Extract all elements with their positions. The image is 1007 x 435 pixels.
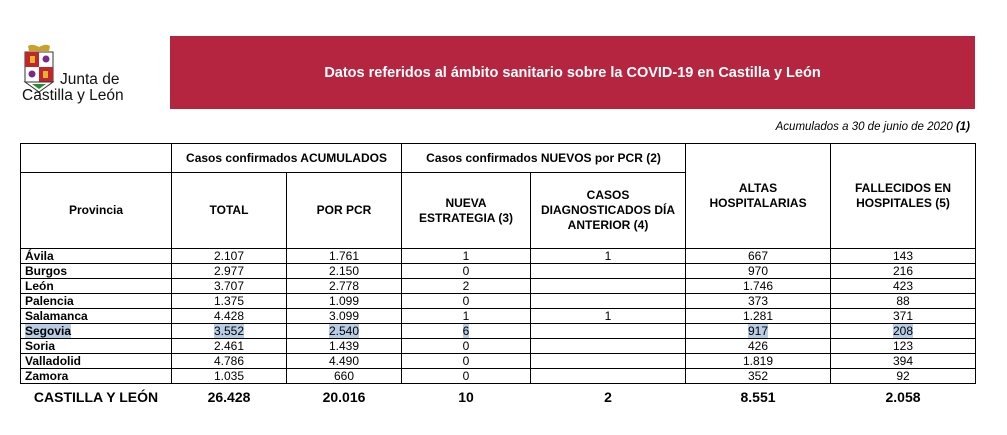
cell-total: 4.786 <box>172 354 287 369</box>
total-nueva: 10 <box>458 389 474 405</box>
cell-fallecidos: 394 <box>831 354 976 369</box>
table-row <box>21 309 976 324</box>
cell-diag <box>531 339 686 354</box>
total-total: 26.428 <box>207 389 251 405</box>
table-row <box>21 249 976 264</box>
cell-total: 3.707 <box>172 279 287 294</box>
cell-total: 4.428 <box>172 309 287 324</box>
total-diag: 2 <box>604 389 612 405</box>
cell-por_pcr: 660 <box>287 369 402 384</box>
cell-provincia: Valladolid <box>21 354 172 369</box>
cell-provincia: Salamanca <box>21 309 172 324</box>
cell-diag <box>531 369 686 384</box>
cell-fallecidos: 216 <box>831 264 976 279</box>
total-por-pcr: 20.016 <box>322 389 366 405</box>
cell-nueva: 0 <box>402 339 531 354</box>
cell-diag <box>531 324 686 339</box>
cell-por_pcr: 1.099 <box>287 294 402 309</box>
cell-nueva: 0 <box>402 264 531 279</box>
table-row <box>21 264 976 279</box>
cell-altas: 667 <box>686 249 831 264</box>
cell-provincia: Soria <box>21 339 172 354</box>
logo-line-2: Castilla y León <box>22 87 124 104</box>
cell-por_pcr: 1.761 <box>287 249 402 264</box>
table-row <box>21 324 976 339</box>
header-provincia: Provincia <box>21 173 172 249</box>
cell-provincia: Ávila <box>21 249 172 264</box>
cell-diag <box>531 354 686 369</box>
logo-line-1: Junta de <box>60 71 120 88</box>
cell-nueva: 0 <box>402 294 531 309</box>
header-group-acumulados: Casos confirmados ACUMULADOS <box>172 144 402 173</box>
total-provincia: CASTILLA Y LEÓN <box>33 389 159 405</box>
cell-nueva: 1 <box>402 249 531 264</box>
title-banner <box>170 36 975 109</box>
junta-logo <box>20 40 160 115</box>
cell-total: 2.977 <box>172 264 287 279</box>
total-row <box>21 384 976 411</box>
cell-nueva: 0 <box>402 354 531 369</box>
header-altas: ALTAS HOSPITALARIAS <box>686 144 831 249</box>
total-fallecidos: 2.058 <box>885 389 921 405</box>
cell-fallecidos: 92 <box>831 369 976 384</box>
header-total: TOTAL <box>172 173 287 249</box>
cell-por_pcr: 1.439 <box>287 339 402 354</box>
cell-fallecidos: 88 <box>831 294 976 309</box>
header-casos-diagnosticados: CASOS DIAGNOSTICADOS DÍA ANTERIOR (4) <box>531 173 686 249</box>
cell-total: 3.552 <box>172 324 287 339</box>
cell-total: 1.035 <box>172 369 287 384</box>
cell-altas: 373 <box>686 294 831 309</box>
cell-por_pcr: 2.778 <box>287 279 402 294</box>
cell-por_pcr: 3.099 <box>287 309 402 324</box>
table-row <box>21 339 976 354</box>
table-row <box>21 354 976 369</box>
date-note-text: Acumulados a 30 de junio de 2020 <box>775 121 956 133</box>
table-row <box>21 294 976 309</box>
cell-por_pcr: 2.540 <box>287 324 402 339</box>
header-group-nuevos: Casos confirmados NUEVOS por PCR (2) <box>402 144 686 173</box>
cell-por_pcr: 2.150 <box>287 264 402 279</box>
cell-fallecidos: 123 <box>831 339 976 354</box>
cell-altas: 1.746 <box>686 279 831 294</box>
cell-fallecidos: 371 <box>831 309 976 324</box>
cell-provincia: Palencia <box>21 294 172 309</box>
cell-altas: 917 <box>686 324 831 339</box>
cell-provincia: Zamora <box>21 369 172 384</box>
cell-provincia: Segovia <box>21 324 172 339</box>
cell-nueva: 0 <box>402 369 531 384</box>
table-row <box>21 279 976 294</box>
cell-diag <box>531 294 686 309</box>
header-fallecidos: FALLECIDOS EN HOSPITALES (5) <box>831 144 976 249</box>
cell-diag <box>531 264 686 279</box>
cell-altas: 352 <box>686 369 831 384</box>
table-row <box>21 369 976 384</box>
cell-fallecidos: 208 <box>831 324 976 339</box>
banner-title: Datos referidos al ámbito sanitario sobre la COVID-19 en Castilla y León <box>324 64 821 81</box>
covid-data-table <box>20 143 976 410</box>
cell-altas: 426 <box>686 339 831 354</box>
cell-nueva: 6 <box>402 324 531 339</box>
cell-fallecidos: 143 <box>831 249 976 264</box>
cell-diag <box>531 279 686 294</box>
date-note-ref: (1) <box>955 121 970 133</box>
cell-diag: 1 <box>531 249 686 264</box>
cell-nueva: 1 <box>402 309 531 324</box>
cell-altas: 1.819 <box>686 354 831 369</box>
cell-total: 2.107 <box>172 249 287 264</box>
cell-diag: 1 <box>531 309 686 324</box>
cell-altas: 1.281 <box>686 309 831 324</box>
cell-altas: 970 <box>686 264 831 279</box>
total-altas: 8.551 <box>740 389 776 405</box>
cell-total: 1.375 <box>172 294 287 309</box>
date-note <box>776 121 970 133</box>
header-por-pcr: POR PCR <box>287 173 402 249</box>
cell-fallecidos: 423 <box>831 279 976 294</box>
cell-total: 2.461 <box>172 339 287 354</box>
cell-provincia: Burgos <box>21 264 172 279</box>
cell-provincia: León <box>21 279 172 294</box>
cell-nueva: 2 <box>402 279 531 294</box>
header-empty-corner <box>21 144 172 173</box>
header-nueva-estrategia: NUEVA ESTRATEGIA (3) <box>402 173 531 249</box>
cell-por_pcr: 4.490 <box>287 354 402 369</box>
